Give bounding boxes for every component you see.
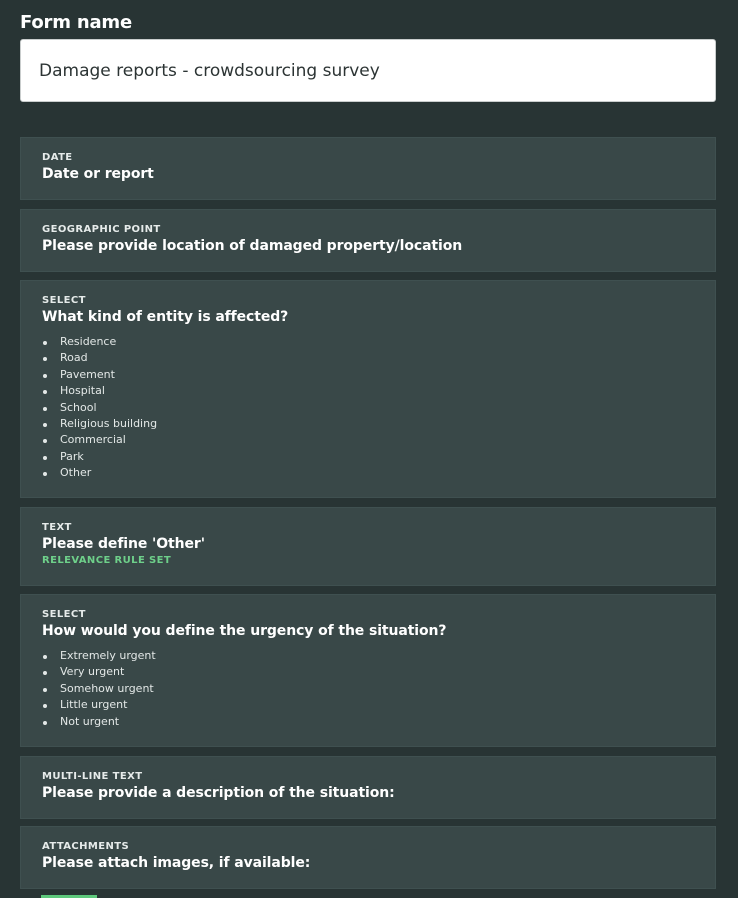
option-item: Road — [42, 350, 694, 366]
question-type: MULTI-LINE TEXT — [42, 771, 143, 782]
question-card-attachments[interactable] — [20, 826, 716, 889]
question-label: Please define 'Other' — [42, 536, 205, 552]
question-label: What kind of entity is affected? — [42, 309, 289, 325]
question-type: DATE — [42, 152, 73, 163]
relevance-rule-badge: RELEVANCE RULE SET — [42, 555, 172, 566]
option-item: Extremely urgent — [42, 648, 694, 664]
question-card-date[interactable] — [20, 137, 716, 200]
option-item: Very urgent — [42, 664, 694, 680]
option-item: School — [42, 400, 694, 416]
question-type: SELECT — [42, 609, 86, 620]
option-item: Commercial — [42, 432, 694, 448]
question-label: Please provide location of damaged property/location — [42, 238, 463, 254]
question-type: SELECT — [42, 295, 86, 306]
option-item: Not urgent — [42, 714, 694, 730]
question-type: GEOGRAPHIC POINT — [42, 224, 161, 235]
option-item: Residence — [42, 334, 694, 350]
form-name-input[interactable] — [20, 39, 716, 102]
option-item: Somehow urgent — [42, 681, 694, 697]
option-list — [42, 648, 694, 730]
option-item: Pavement — [42, 367, 694, 383]
question-card-define-other[interactable] — [20, 507, 716, 586]
question-card-description[interactable] — [20, 756, 716, 819]
question-type: ATTACHMENTS — [42, 841, 130, 852]
question-type: TEXT — [42, 522, 72, 533]
option-item: Religious building — [42, 416, 694, 432]
question-card-entity-select[interactable] — [20, 280, 716, 498]
option-item: Park — [42, 449, 694, 465]
option-list — [42, 334, 694, 482]
option-item: Hospital — [42, 383, 694, 399]
question-card-urgency-select[interactable] — [20, 594, 716, 747]
question-label: Please attach images, if available: — [42, 855, 311, 871]
form-name-label: Form name — [20, 12, 132, 33]
question-label: How would you define the urgency of the situation? — [42, 623, 447, 639]
option-item: Little urgent — [42, 697, 694, 713]
question-card-geographic-point[interactable] — [20, 209, 716, 272]
question-label: Date or report — [42, 166, 154, 182]
question-label: Please provide a description of the situation: — [42, 785, 395, 801]
option-item: Other — [42, 465, 694, 481]
